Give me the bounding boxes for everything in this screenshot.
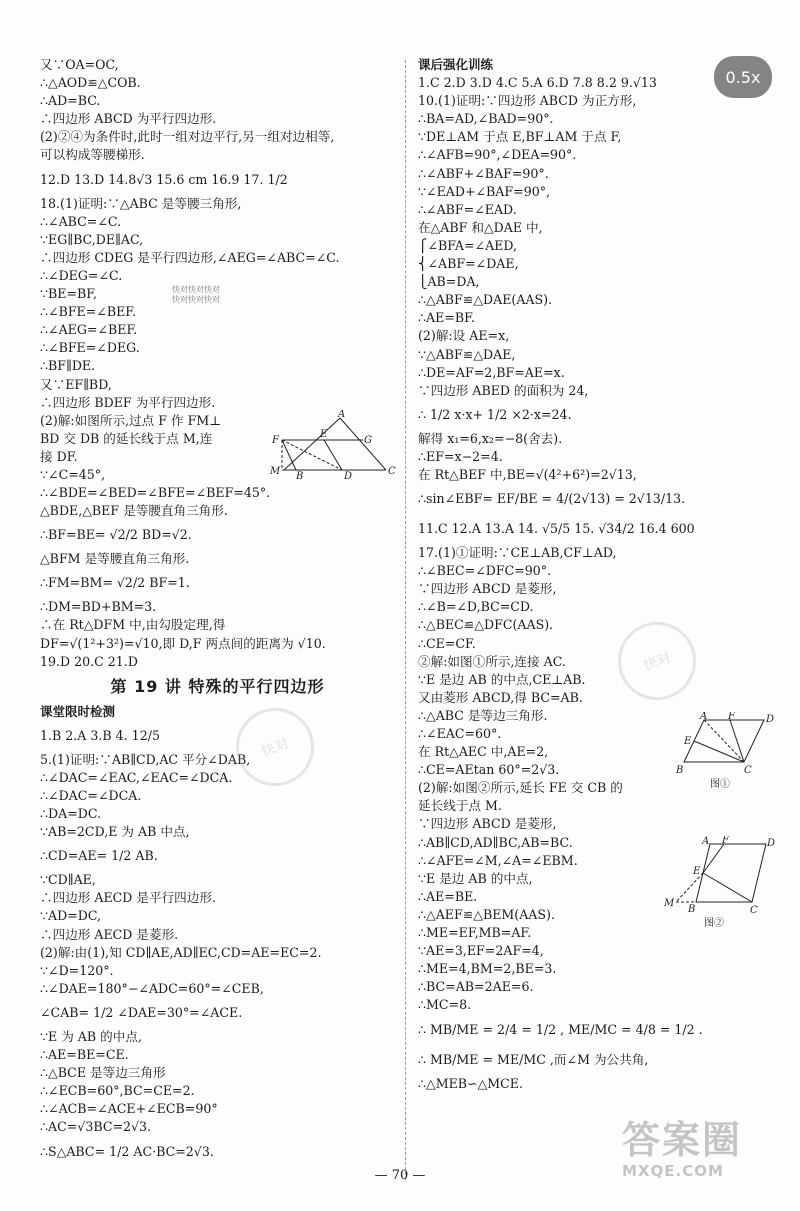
answer-line: ∴∠ABF=∠EAD. xyxy=(418,201,517,217)
answer-line: 又∵EF∥BD, xyxy=(40,376,112,392)
answer-line: 在△ABF 和△DAE 中, xyxy=(418,219,543,235)
fig18-point-6: D xyxy=(344,471,353,480)
answer-line: ∴△ABC 是等边三角形. xyxy=(418,707,548,723)
answer-line: ∴△ABF≌△DAE(AAS). xyxy=(418,292,553,308)
answer-line: ∴△BEC≌△DFC(AAS). xyxy=(418,617,554,633)
column-divider xyxy=(405,60,406,1180)
answer-line: ⎧∠BFA=∠AED, xyxy=(418,237,518,253)
answer-line: (2)解:如图所示,过点 F 作 FM⊥ xyxy=(40,412,222,428)
answer-line: ∴∠BDE=∠BED=∠BFE=∠BEF=45°. xyxy=(40,485,271,501)
answer-line: ∴CE=CF. xyxy=(418,635,476,651)
geometry-figure-18 xyxy=(268,410,398,480)
answer-line: ∴四边形 AECD 是菱形. xyxy=(40,926,179,942)
section-heading: 课堂限时检测 xyxy=(40,703,116,719)
answer-line: 1.C 2.D 3.D 4.C 5.A 6.D 7.8 8.2 9.√13 xyxy=(418,75,657,91)
answer-line: ∴AB∥CD,AD∥BC,AB=BC. xyxy=(418,834,573,850)
answer-line: 18.(1)证明:∵△ABC 是等腰三角形, xyxy=(40,195,242,211)
answer-line: △BFM 是等腰直角三角形. xyxy=(40,551,190,567)
answer-line: ∴DE=AF=2,BF=AE=x. xyxy=(418,364,565,380)
answer-line: ∴MC=8. xyxy=(418,997,472,1013)
answer-line: ∴∠DEG=∠C. xyxy=(40,267,123,283)
watermark-url: MXQE.COM xyxy=(622,1162,724,1180)
answer-line: ∠CAB= 1/2 ∠DAE=30°=∠ACE. xyxy=(40,1004,243,1020)
answer-line: ∵E 是边 AB 的中点,CE⊥AB. xyxy=(418,671,586,687)
answer-line: ∵AD=DC, xyxy=(40,908,102,924)
answer-line: ⎨∠ABF=∠DAE, xyxy=(418,256,519,272)
answer-line: 可以构成等腰梯形. xyxy=(40,147,145,163)
answer-line: ∴∠BFE=∠BEF. xyxy=(40,304,137,320)
answer-line: 接 DF. xyxy=(40,448,78,464)
answer-line: 又∵OA=OC, xyxy=(40,57,119,72)
answer-line: ∴CE=AEtan 60°=2√3. xyxy=(418,762,560,778)
fig2-point-5: B xyxy=(688,904,696,915)
lesson-title: 第 19 讲 特殊的平行四边形 xyxy=(110,676,325,696)
answer-line: ∴EF=x−2=4. xyxy=(418,448,503,464)
answer-line: ∴ 1/2 x·x+ 1/2 ×2·x=24. xyxy=(418,406,572,422)
fig1-point-0: A xyxy=(700,712,708,722)
answer-line: 在 Rt△AEC 中,AE=2, xyxy=(418,744,549,760)
answer-line: ∴∠AEG=∠BEF. xyxy=(40,322,138,338)
answer-line: ∴∠DAC=∠DCA. xyxy=(40,788,142,803)
answer-line: ∴∠BFE=∠DEG. xyxy=(40,340,140,356)
answer-line: △BDE,△BEF 是等腰直角三角形. xyxy=(40,503,228,519)
fig1-point-1: F xyxy=(728,712,735,722)
answer-line: ⎩AB=DA, xyxy=(418,274,480,290)
answer-line: 解得 x₁=6,x₂=−8(舍去). xyxy=(418,430,563,446)
answer-line: ∵E 是边 AB 的中点, xyxy=(418,870,533,886)
fig18-point-2: E xyxy=(320,429,328,440)
answer-line: ∴∠DAC=∠EAC,∠EAC=∠DCA. xyxy=(40,769,233,785)
answer-line: ∴S△ABC= 1/2 AC·BC=2√3. xyxy=(40,1143,214,1159)
answer-line: ∴∠ABC=∠C. xyxy=(40,213,122,229)
answer-line: 10.(1)证明:∵四边形 ABCD 为正方形, xyxy=(418,93,637,109)
answer-line: ∵AB=2CD,E 为 AB 中点, xyxy=(40,824,190,840)
site-watermark xyxy=(622,1118,792,1198)
fig18-point-7: C xyxy=(388,466,396,477)
answer-line: ∴在 Rt△DFM 中,由勾股定理,得 xyxy=(40,617,226,633)
answer-line: ∴AE=BF. xyxy=(418,310,475,326)
mascot-caption-line: 快对快对快对 xyxy=(172,295,220,304)
answer-line: ∵∠EAD+∠BAF=90°, xyxy=(418,183,551,199)
watermark-logo: 答案圈 xyxy=(622,1118,743,1162)
geometry-figure-1 xyxy=(664,712,776,794)
answer-line: ∴∠DAE=180°−∠ADC=60°=∠CEB, xyxy=(40,980,264,996)
fig1-point-4: B xyxy=(676,765,684,776)
answer-line: ∴∠ABF+∠BAF=90°. xyxy=(418,165,549,181)
answer-line: ∴△MEB∽△MCE. xyxy=(418,1075,524,1091)
answer-line: ∴ME=EF,MB=AF. xyxy=(418,925,532,941)
answer-line: 1.B 2.A 3.B 4. 12/5 xyxy=(40,727,160,743)
answer-line: ∵∠D=120°. xyxy=(40,962,114,978)
fig2-point-3: E xyxy=(693,866,701,877)
answer-line: 在 Rt△BEF 中,BE=√(4²+6²)=2√13, xyxy=(418,466,637,482)
answer-line: ∴BF=BE= √2/2 BD=√2. xyxy=(40,527,192,543)
answer-line: ∴DA=DC. xyxy=(40,806,102,822)
answer-line: ②解:如图①所示,连接 AC. xyxy=(418,653,566,669)
answer-line: ∴∠AFE=∠M,∠A=∠EBM. xyxy=(418,852,578,868)
answer-line: ∴四边形 ABCD 为平行四边形. xyxy=(40,111,217,127)
answer-line: 19.D 20.C 21.D xyxy=(40,653,138,669)
fig2-point-0: A xyxy=(702,836,710,847)
answer-line: ∵四边形 ABED 的面积为 24, xyxy=(418,382,589,398)
answer-line: 又由菱形 ABCD,得 BC=AB. xyxy=(418,689,583,705)
answer-line: ∴sin∠EBF= EF/BE = 4/(2√13) = 2√13/13. xyxy=(418,491,686,507)
fig18-point-1: F xyxy=(272,435,279,446)
answer-line: ∴四边形 CDEG 是平行四边形,∠AEG=∠ABC=∠C. xyxy=(40,249,340,265)
answer-line: ∴∠BEC=∠DFC=90°. xyxy=(418,563,552,579)
fig1-point-2: D xyxy=(766,714,775,725)
answer-line: (2)②④为条件时,此时一组对边平行,另一组对边相等, xyxy=(40,129,335,145)
answer-line: ∴CD=AE= 1/2 AB. xyxy=(40,848,158,864)
answer-line: ∵BE=BF, xyxy=(40,286,98,302)
fig18-point-5: B xyxy=(296,471,304,480)
answer-line: ∴四边形 BDEF 为平行四边形. xyxy=(40,394,216,410)
answer-line: 11.C 12.A 13.A 14. √5/5 15. √34/2 16.4 600 xyxy=(418,521,695,537)
answer-line: ∴AE=BE=CE. xyxy=(40,1047,129,1063)
answer-line: DF=√(1²+3²)=√10,即 D,F 两点间的距离为 √10. xyxy=(40,635,326,651)
answer-line: (2)解:由(1),知 CD∥AE,AD∥EC,CD=AE=EC=2. xyxy=(40,944,322,960)
answer-line: ∵四边形 ABCD 是菱形, xyxy=(418,581,557,597)
answer-line: ∴DM=BD+BM=3. xyxy=(40,599,157,615)
answer-line: 17.(1)①证明:∵CE⊥AB,CF⊥AD, xyxy=(418,545,617,561)
answer-line: ∵EG∥BC,DE∥AC, xyxy=(40,231,144,247)
answer-line: ∴∠EAC=60°. xyxy=(418,726,502,741)
answer-line: ∴四边形 AECD 是平行四边形. xyxy=(40,890,216,906)
answer-line: ∴△AOD≌△COB. xyxy=(40,75,141,91)
answer-line: 12.D 13.D 14.8√3 15.6 cm 16.9 17. 1/2 xyxy=(40,171,288,187)
answer-line: ∴∠ACB=∠ACE+∠ECB=90° xyxy=(40,1101,218,1117)
fig2-point-1: F xyxy=(722,836,729,846)
fig18-point-3: G xyxy=(364,435,372,446)
answer-line: ∴ME=4,BM=2,BE=3. xyxy=(418,961,557,977)
fig18-point-4: M xyxy=(270,466,281,477)
answer-line: 5.(1)证明:∵AB∥CD,AC 平分∠DAB, xyxy=(40,751,251,767)
left-column xyxy=(40,56,395,1167)
answer-line: ∵DE⊥AM 于点 E,BF⊥AM 于点 F, xyxy=(418,129,622,145)
answer-line: ∵△ABF≌△DAE, xyxy=(418,346,516,362)
answer-line: ∴△BCE 是等边三角形 xyxy=(40,1065,166,1081)
fig1-caption: 图① xyxy=(710,779,730,790)
answer-line: ∴AC=√3BC=2√3. xyxy=(40,1119,152,1135)
geometry-figure-2 xyxy=(660,836,776,934)
section-heading: 课后强化训练 xyxy=(418,57,494,72)
watermark-stamp: 快对 xyxy=(607,611,707,711)
answer-line: ∴∠ECB=60°,BC=CE=2. xyxy=(40,1083,195,1099)
answer-line: ∴∠B=∠D,BC=CD. xyxy=(418,599,534,615)
answer-line: ∴BA=AD,∠BAD=90°. xyxy=(418,111,554,127)
answer-line: ∴AD=BC. xyxy=(40,93,101,109)
fig2-point-4: M xyxy=(664,898,675,909)
answer-line: ∵∠C=45°, xyxy=(40,466,106,482)
answer-line: ∴ MB/ME = 2/4 = 1/2 , ME/MC = 4/8 = 1/2 . xyxy=(418,1021,703,1037)
watermark-stamp: 快对 xyxy=(225,697,325,797)
answer-line: ∴△AEF≌△BEM(AAS). xyxy=(418,906,555,922)
fig2-point-2: D xyxy=(767,838,776,849)
zoom-level-badge[interactable]: 0.5x xyxy=(714,56,772,98)
answer-line: ∴ MB/ME = ME/MC ,而∠M 为公共角, xyxy=(418,1051,649,1067)
right-column xyxy=(418,56,778,1093)
fig1-point-3: E xyxy=(684,736,692,747)
fig2-point-6: C xyxy=(750,905,758,916)
mascot-caption xyxy=(172,285,220,305)
fig2-caption: 图② xyxy=(704,918,724,929)
answer-line: ∵AE=3,EF=2AF=4, xyxy=(418,943,544,959)
answer-line: ∴∠AFB=90°,∠DEA=90°. xyxy=(418,147,577,163)
page-number: — 70 — xyxy=(374,1168,426,1183)
answer-line: 延长线于点 M. xyxy=(418,798,502,814)
fig18-point-0: A xyxy=(338,410,346,420)
answer-line: (2)解:设 AE=x, xyxy=(418,328,510,344)
answer-line: ∵E 为 AB 的中点, xyxy=(40,1028,142,1044)
answer-line: ∴FM=BM= √2/2 BF=1. xyxy=(40,575,190,591)
answer-line: ∴BC=AB=2AE=6. xyxy=(418,979,534,995)
answer-line: ∴BF∥DE. xyxy=(40,358,96,374)
answer-line: ∵CD∥AE, xyxy=(40,872,96,888)
answer-line: ∵四边形 ABCD 是菱形, xyxy=(418,816,557,832)
answer-line: ∴AE=BE. xyxy=(418,888,478,904)
mascot-caption-line: 快对快对快对 xyxy=(172,285,220,294)
answer-line: (2)解:如图②所示,延长 FE 交 CB 的 xyxy=(418,780,623,796)
fig1-point-5: C xyxy=(744,765,752,776)
answer-line: BD 交 DB 的延长线于点 M,连 xyxy=(40,430,213,446)
